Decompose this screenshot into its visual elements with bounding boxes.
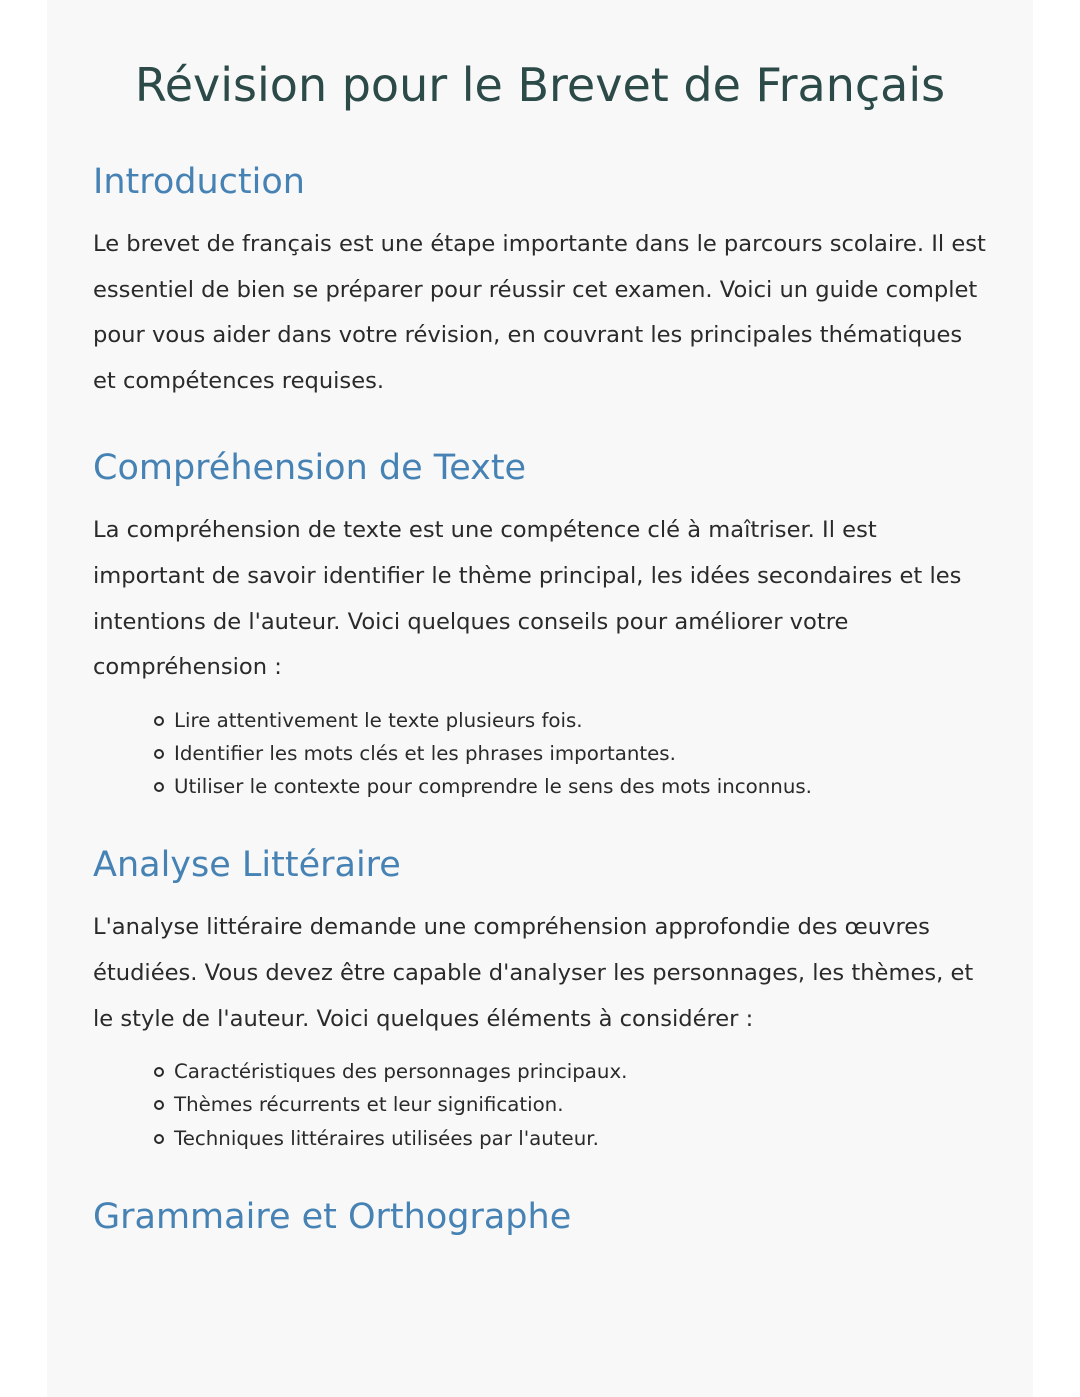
circle-bullet-icon: [154, 716, 164, 726]
bullet-list-analyse: [93, 1055, 987, 1155]
circle-bullet-icon: [154, 1067, 164, 1077]
section-paragraph-analyse: L'analyse littéraire demande une compréhension approfondie des œuvres étudiées. Vous devez être capable d'analyser les personnages, les thèmes, et le style de l'auteur. Voici quelques éléments à considérer :: [93, 914, 974, 1032]
list-item-text: Identifier les mots clés et les phrases importantes.: [174, 741, 676, 765]
section-heading-comprehension: Compréhension de Texte: [93, 448, 527, 489]
bullet-list-comprehension: [93, 704, 987, 804]
list-item: [154, 704, 987, 737]
section-heading-introduction: Introduction: [93, 162, 305, 202]
document-page: [47, 0, 1033, 1397]
list-item-text: Utiliser le contexte pour comprendre le sens des mots inconnus.: [174, 775, 812, 799]
section-paragraph-introduction: Le brevet de français est une étape importante dans le parcours scolaire. Il est essentiel de bien se préparer pour réussir cet examen. Voici un guide complet pour vous aider dans votre révision, en couvrant les principales thématiques et compétences requises.: [93, 231, 986, 394]
page-title: Révision pour le Brevet de Français: [134, 58, 946, 112]
list-item-text: Caractéristiques des personnages principaux.: [174, 1060, 628, 1084]
list-item: [154, 1055, 987, 1088]
section-heading-analyse: Analyse Littéraire: [93, 845, 401, 886]
circle-bullet-icon: [154, 782, 164, 792]
list-item-text: Thèmes récurrents et leur signification.: [174, 1093, 564, 1117]
list-item: [154, 1122, 987, 1155]
list-item: [154, 770, 987, 803]
section-heading-grammaire: Grammaire et Orthographe: [93, 1196, 572, 1237]
list-item-text: Techniques littéraires utilisées par l'auteur.: [174, 1126, 599, 1150]
section-paragraph-comprehension: La compréhension de texte est une compétence clé à maîtriser. Il est important de savoir identifier le thème principal, les idées secondaires et les intentions de l'auteur. Voici quelques conseils pour améliorer votre compréhension :: [93, 517, 962, 681]
list-item-text: Lire attentivement le texte plusieurs fois.: [174, 708, 583, 732]
list-item: [154, 737, 987, 770]
circle-bullet-icon: [154, 749, 164, 759]
circle-bullet-icon: [154, 1100, 164, 1110]
list-item: [154, 1088, 987, 1121]
circle-bullet-icon: [154, 1134, 164, 1144]
